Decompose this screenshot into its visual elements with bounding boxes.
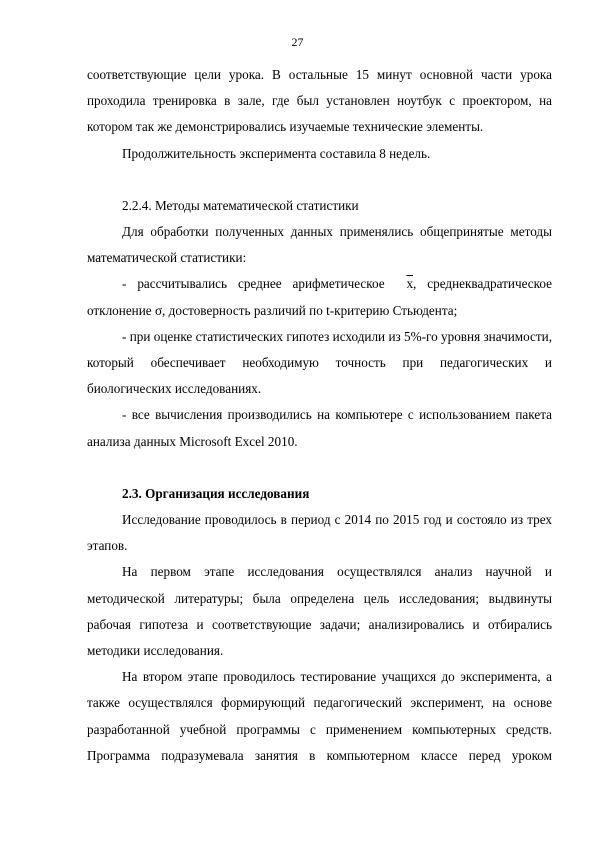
paragraph-statistics-intro: Для обработки полученных данных применялись общепринятые методы математической статистики: <box>87 224 552 266</box>
stddev-text: , среднеквадратическое отклонение σ, достоверность различий по t-критерию Стьюдента; <box>87 276 552 318</box>
spacer <box>87 167 552 193</box>
mean-text: - рассчитывались среднее арифметическое <box>122 276 385 292</box>
document-body <box>87 62 552 769</box>
paragraph-stage-two: На втором этапе проводилось тестирование учащихся до эксперимента, а также осуществлялся формирующий педагогический эксперимент, на основе разработанной учебной программы с применением компьютерных средств. Программа подразумевала занятия в компьютерном классе перед уроком <box>87 669 552 763</box>
paragraph-statistics-mean <box>87 271 552 323</box>
paragraph-lesson-continuation: соответствующие цели урока. В остальные 15 минут основной части урока проходила тренировка в зале, где был установлен ноутбук с проектором, на котором так же демонстрировались изучаемые технические элементы. <box>87 67 552 135</box>
page-number: 27 <box>291 35 304 49</box>
paragraph-experiment-duration: Продолжительность эксперимента составила 8 недель. <box>122 145 431 161</box>
spacer <box>87 455 552 481</box>
paragraph-significance-level: - при оценке статистических гипотез исходили из 5%-го уровня значимости, который обеспечивает необходимую точность при педагогических и биологических исследованиях. <box>87 328 552 397</box>
paragraph-excel-calculations: - все вычисления производились на компьютере с использованием пакета анализа данных Microsoft Excel 2010. <box>87 407 552 449</box>
section-heading-statistics: 2.2.4. Методы математической статистики <box>122 197 359 213</box>
paragraph-stage-one: На первом этапе исследования осуществлялся анализ научной и методической литературы; была определена цель исследования; выдвинуты рабочая гипотеза и соответствующие задачи; анализировались и отбирались методики исследования. <box>87 564 552 659</box>
section-heading-organization: 2.3. Организация исследования <box>122 485 310 501</box>
paragraph-research-period: Исследование проводилось в период с 2014 по 2015 год и состояло из трех этапов. <box>87 512 552 554</box>
mean-symbol: $\overline{x}$ <box>406 276 414 292</box>
